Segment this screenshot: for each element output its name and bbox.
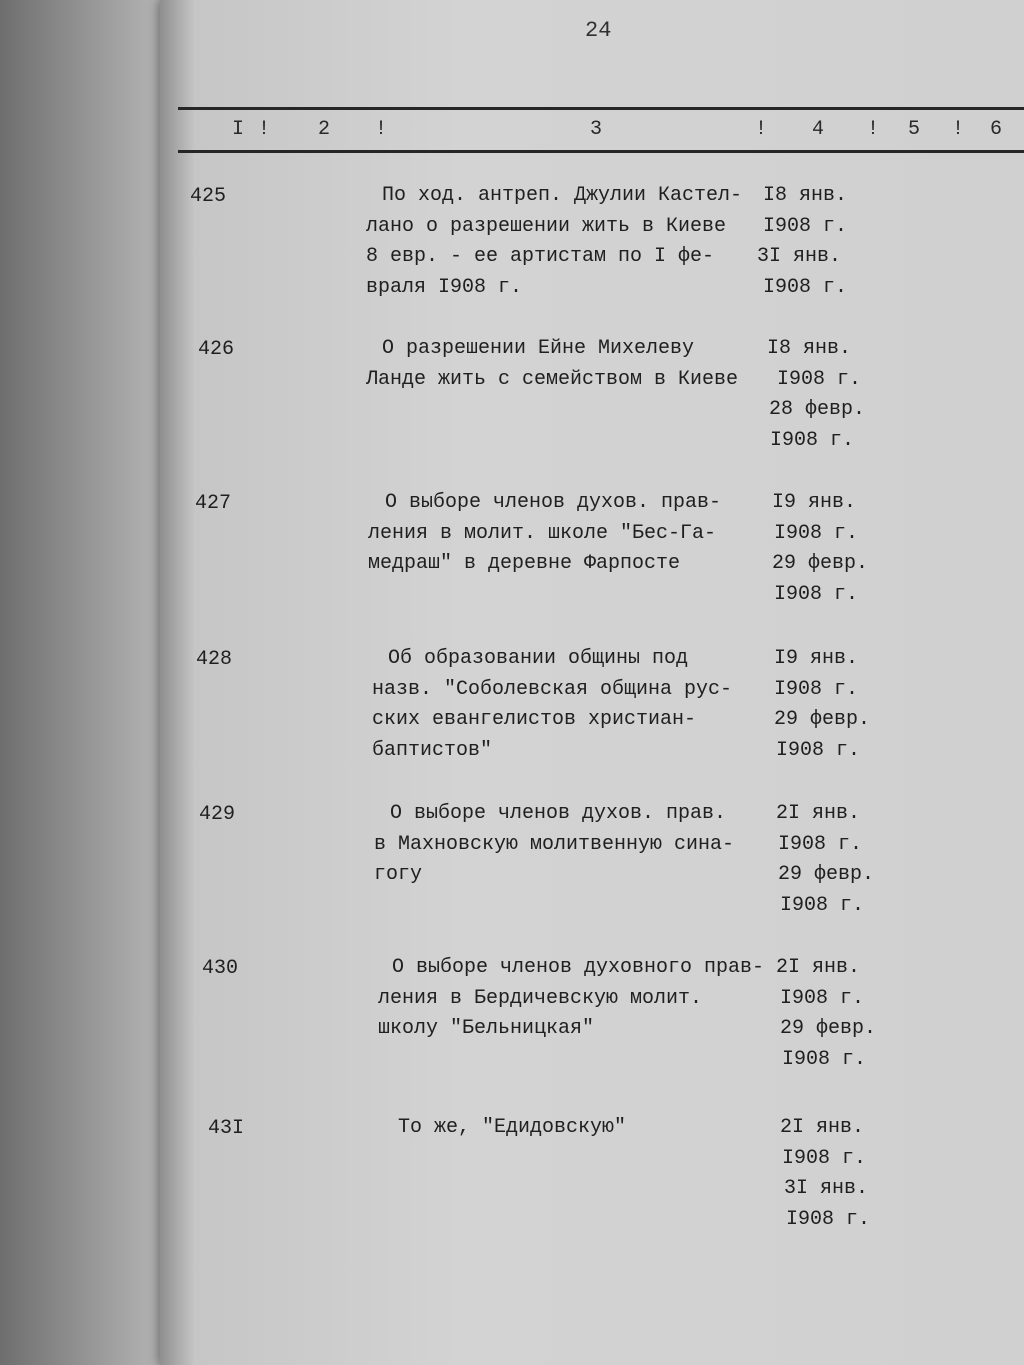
entry-date-line: I908 г. xyxy=(786,1207,871,1231)
entry-date-line: I908 г. xyxy=(780,986,865,1010)
entry-date-line: I908 г. xyxy=(774,677,859,701)
entry-date-line: 3I янв. xyxy=(757,245,842,268)
entry-date-line: I908 г. xyxy=(774,582,859,606)
entry-text-line: баптистов" xyxy=(372,738,493,762)
entry-text-line: О выборе членов духовного прав- xyxy=(392,956,765,979)
entry-date-line: 3I янв. xyxy=(784,1177,869,1200)
document-page xyxy=(160,0,1024,1365)
entry-text-line: О разрешении Ейне Михелеву xyxy=(382,337,695,360)
column-header-6: 6 xyxy=(990,118,1003,141)
entry-number: 427 xyxy=(195,492,232,515)
page-number: 24 xyxy=(585,18,612,43)
entry-date-line: I908 г. xyxy=(776,738,861,762)
entry-text-line: По ход. антреп. Джулии Кастел- xyxy=(382,184,743,207)
entry-date-line: 28 февр. xyxy=(769,398,866,421)
header-rule-bottom xyxy=(178,150,1024,153)
entry-date-line: 29 февр. xyxy=(772,552,869,575)
column-header-5: 5 xyxy=(908,118,921,141)
entry-text-line: лано о разрешении жить в Киеве xyxy=(366,214,727,238)
entry-number: 428 xyxy=(196,648,233,671)
column-separator: ! xyxy=(867,118,880,141)
entry-text-line: гогу xyxy=(374,863,423,886)
entry-date-line: I9 янв. xyxy=(772,491,857,514)
entry-number: 426 xyxy=(198,338,235,361)
column-header-3: 3 xyxy=(590,118,603,141)
entry-number: 429 xyxy=(199,803,236,826)
entry-date-line: I908 г. xyxy=(774,521,859,545)
entry-text-line: О выборе членов духов. прав- xyxy=(385,491,722,514)
entry-date-line: 2I янв. xyxy=(780,1116,865,1139)
entry-date-line: I908 г. xyxy=(778,832,863,856)
column-separator: ! xyxy=(258,118,271,141)
left-page-edge xyxy=(0,0,175,1365)
entry-text-line: ских евангелистов христиан- xyxy=(372,708,697,731)
entry-text-line: То же, "Едидовскую" xyxy=(398,1116,627,1139)
entry-date-line: I908 г. xyxy=(777,367,862,391)
entry-date-line: I908 г. xyxy=(782,1047,867,1071)
entry-date-line: I908 г. xyxy=(782,1146,867,1170)
entry-text-line: Ланде жить с семейством в Киеве xyxy=(366,367,739,391)
column-separator: ! xyxy=(375,118,388,141)
entry-date-line: 29 февр. xyxy=(780,1017,877,1040)
column-header-1: I xyxy=(232,118,245,141)
column-header-2: 2 xyxy=(318,118,331,141)
entry-date-line: 29 февр. xyxy=(774,708,871,731)
entry-date-line: I908 г. xyxy=(763,275,848,299)
entry-date-line: 2I янв. xyxy=(776,956,861,979)
entry-date-line: 2I янв. xyxy=(776,802,861,825)
entry-date-line: I9 янв. xyxy=(774,647,859,670)
column-separator: ! xyxy=(952,118,965,141)
entry-date-line: I908 г. xyxy=(780,893,865,917)
entry-text-line: Об образовании общины под xyxy=(388,647,689,670)
entry-text-line: школу "Бельницкая" xyxy=(378,1017,595,1040)
entry-text-line: враля I908 г. xyxy=(366,275,523,299)
entry-date-line: I8 янв. xyxy=(763,184,848,207)
column-header-4: 4 xyxy=(812,118,825,141)
entry-date-line: 29 февр. xyxy=(778,863,875,886)
entry-text-line: назв. "Соболевская община рус- xyxy=(372,677,733,701)
entry-date-line: I8 янв. xyxy=(767,337,852,360)
entry-text-line: в Махновскую молитвенную сина- xyxy=(374,832,735,856)
entry-text-line: медраш" в деревне Фарпосте xyxy=(368,552,681,575)
entry-text-line: ления в молит. школе "Бес-Га- xyxy=(368,521,717,545)
entry-number: 430 xyxy=(202,957,239,980)
entry-number: 425 xyxy=(190,185,227,208)
entry-date-line: I908 г. xyxy=(770,428,855,452)
entry-text-line: О выборе членов духов. прав. xyxy=(390,802,727,825)
entry-text-line: 8 евр. - ее артистам по I фе- xyxy=(366,245,715,268)
entry-text-line: ления в Бердичевскую молит. xyxy=(378,986,703,1010)
header-rule-top xyxy=(178,107,1024,110)
entry-date-line: I908 г. xyxy=(763,214,848,238)
entry-number: 43I xyxy=(208,1117,245,1140)
column-separator: ! xyxy=(755,118,768,141)
